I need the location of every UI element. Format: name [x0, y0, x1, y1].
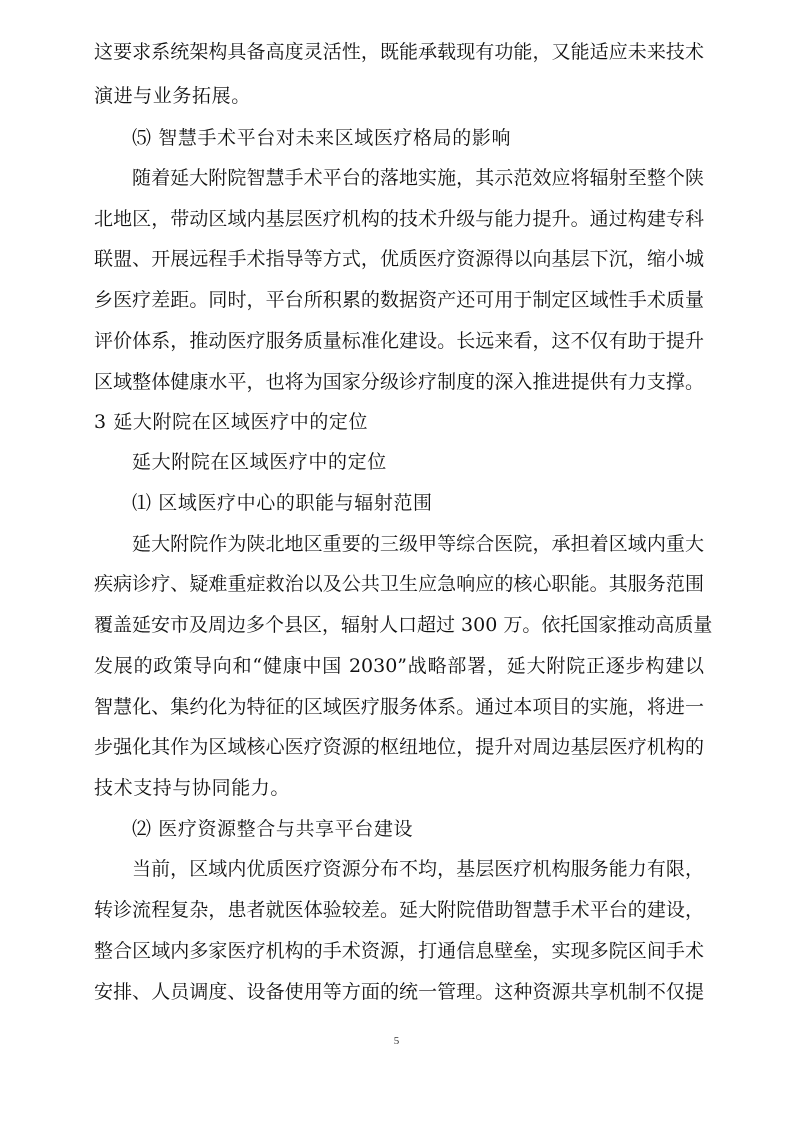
paragraph-line: 评价体系，推动医疗服务质量标准化建设。长远来看，这不仅有助于提升 — [94, 330, 704, 352]
paragraph-line: 转诊流程复杂，患者就医体验较差。延大附院借助智慧手术平台的建设， — [94, 899, 704, 921]
paragraph-line: 演进与业务拓展。 — [94, 85, 251, 107]
paragraph-line: 安排、人员调度、设备使用等方面的统一管理。这种资源共享机制不仅提 — [94, 981, 704, 1003]
paragraph-line: 步强化其作为区域核心医疗资源的枢纽地位，提升对周边基层医疗机构的 — [94, 736, 704, 758]
paragraph-line: 延大附院作为陕北地区重要的三级甲等综合医院，承担着区域内重大 — [132, 533, 704, 555]
paragraph-line: 智慧化、集约化为特征的区域医疗服务体系。通过本项目的实施，将进一 — [94, 696, 704, 718]
paragraph-line: 北地区，带动区域内基层医疗机构的技术升级与能力提升。通过构建专科 — [94, 208, 704, 230]
section-heading: 3 延大附院在区域医疗中的定位 — [94, 411, 369, 433]
subsection-heading: ⑵ 医疗资源整合与共享平台建设 — [132, 818, 414, 840]
paragraph-line: 这要求系统架构具备高度灵活性，既能承载现有功能，又能适应未来技术 — [94, 41, 704, 63]
paragraph-line: 整合区域内多家医疗机构的手术资源，打通信息壁垒，实现多院区间手术 — [94, 940, 704, 962]
subsection-heading: ⑸ 智慧手术平台对未来区域医疗格局的影响 — [132, 127, 512, 149]
subsection-heading: ⑴ 区域医疗中心的职能与辐射范围 — [132, 492, 433, 514]
paragraph-line: 乡医疗差距。同时，平台所积累的数据资产还可用于制定区域性手术质量 — [94, 289, 704, 311]
paragraph-line: 覆盖延安市及周边多个县区，辐射人口超过 300 万。依托国家推动高质量 — [94, 614, 713, 636]
section-subtitle: 延大附院在区域医疗中的定位 — [132, 451, 387, 473]
paragraph-line: 随着延大附院智慧手术平台的落地实施，其示范效应将辐射至整个陕 — [132, 167, 704, 189]
paragraph-line: 联盟、开展远程手术指导等方式，优质医疗资源得以向基层下沉，缩小城 — [94, 248, 704, 270]
paragraph-line: 区域整体健康水平，也将为国家分级诊疗制度的深入推进提供有力支撑。 — [94, 371, 704, 393]
paragraph-line: 当前，区域内优质医疗资源分布不均，基层医疗机构服务能力有限， — [132, 858, 704, 880]
paragraph-line: 技术支持与协同能力。 — [94, 777, 291, 799]
paragraph-line: 疾病诊疗、疑难重症救治以及公共卫生应急响应的核心职能。其服务范围 — [94, 573, 704, 595]
page-number: 5 — [393, 1035, 400, 1047]
paragraph-line: 发展的政策导向和“健康中国 2030”战略部署，延大附院正逐步构建以 — [94, 655, 704, 677]
